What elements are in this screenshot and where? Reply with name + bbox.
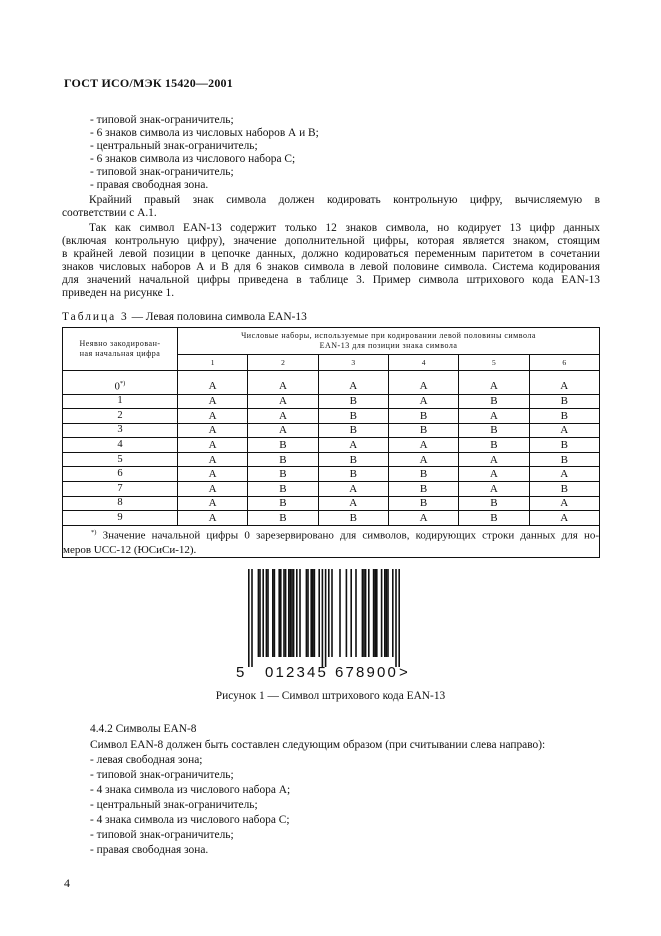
number-set-cell: A xyxy=(459,409,529,424)
position-header: 3 xyxy=(318,355,388,371)
number-set-cell: A xyxy=(388,438,458,453)
barcode-left-digit: 0 xyxy=(265,664,274,681)
footnote-mark: *) xyxy=(91,528,97,536)
barcode-first-digit: 5 xyxy=(236,664,245,681)
section-line: Символ EAN-8 должен быть составлен следующим образом (при считывании слева направо): xyxy=(90,739,546,751)
initial-digit-cell: 9 xyxy=(63,511,178,526)
number-set-cell: A xyxy=(529,423,599,438)
page-header: ГОСТ ИСО/МЭК 15420—2001 xyxy=(64,76,233,90)
barcode-bar xyxy=(274,569,276,657)
list-item: - центральный знак-ограничитель; xyxy=(90,140,258,152)
table-caption xyxy=(62,311,307,323)
barcode-bar xyxy=(266,569,268,657)
number-set-cell: A xyxy=(318,378,388,394)
barcode-bar xyxy=(384,569,386,657)
table-row xyxy=(63,452,600,467)
page-number: 4 xyxy=(64,876,70,890)
number-set-cell: A xyxy=(178,409,248,424)
barcode-left-digit: 3 xyxy=(296,664,305,681)
ean13-barcode xyxy=(230,567,430,682)
barcode-bar xyxy=(386,569,388,657)
list-item: - 4 знака символа из числового набора А; xyxy=(90,784,291,796)
number-set-cell: A xyxy=(178,423,248,438)
header-initial-digit: Неявно закодирован- ная начальная цифра xyxy=(63,328,178,371)
number-set-cell: B xyxy=(529,409,599,424)
paragraph-ean13 xyxy=(62,222,600,300)
number-set-cell: A xyxy=(178,378,248,394)
barcode-bar xyxy=(310,569,312,657)
barcode-bar xyxy=(272,569,274,657)
paragraph-line: для значений начальной цифры приведена в таблице 3. Пример символа штрихового кода EAN-13 xyxy=(62,274,600,286)
initial-digit-cell: 4 xyxy=(63,438,178,453)
number-set-cell: A xyxy=(318,496,388,511)
list-item: - типовой знак-ограничитель; xyxy=(90,829,234,841)
barcode-bar xyxy=(293,569,295,657)
barcode-guard-bar xyxy=(398,569,400,667)
number-set-cell: B xyxy=(318,423,388,438)
barcode-bar xyxy=(290,569,292,657)
number-set-cell: A xyxy=(529,467,599,482)
barcode-bar xyxy=(368,569,370,657)
barcode-bar xyxy=(306,569,308,657)
table-row xyxy=(63,511,600,526)
barcode-bar xyxy=(346,569,348,657)
initial-digit-cell: 8 xyxy=(63,496,178,511)
table-row xyxy=(63,394,600,409)
list-item: - правая свободная зона. xyxy=(90,844,209,856)
paragraph-check-digit xyxy=(62,194,600,220)
number-set-cell: B xyxy=(248,438,318,453)
number-set-cell: A xyxy=(318,482,388,497)
number-set-cell: A xyxy=(248,378,318,394)
list-item: - правая свободная зона. xyxy=(90,179,209,191)
barcode-bar xyxy=(307,569,309,657)
table-row xyxy=(63,467,600,482)
position-header: 4 xyxy=(388,355,458,371)
position-header: 5 xyxy=(459,355,529,371)
barcode-guard-bar xyxy=(248,569,250,667)
barcode-bar xyxy=(314,569,316,657)
barcode-bar xyxy=(299,569,301,657)
barcode-bar xyxy=(267,569,269,657)
initial-digit-cell: 7 xyxy=(63,482,178,497)
barcode-right-digit: 9 xyxy=(366,664,375,681)
barcode-bar xyxy=(339,569,341,657)
number-set-cell: B xyxy=(248,482,318,497)
number-set-cell: B xyxy=(388,496,458,511)
number-set-cell: B xyxy=(388,423,458,438)
number-set-cell: A xyxy=(388,511,458,526)
number-set-cell: B xyxy=(459,511,529,526)
table-row xyxy=(63,482,600,497)
number-set-cell: B xyxy=(459,496,529,511)
barcode-bar xyxy=(362,569,364,657)
barcode-right-digit: 7 xyxy=(345,664,354,681)
number-set-cell: B xyxy=(318,511,388,526)
ean13-parity-table xyxy=(62,327,600,558)
barcode-left-digit: 5 xyxy=(317,664,326,681)
number-set-cell: A xyxy=(178,394,248,409)
number-set-cell: B xyxy=(318,409,388,424)
table-row xyxy=(63,378,600,394)
table-row xyxy=(63,496,600,511)
barcode-bar xyxy=(312,569,314,657)
initial-digit-cell: 2 xyxy=(63,409,178,424)
barcode-left-digit: 1 xyxy=(275,664,284,681)
number-set-cell: A xyxy=(248,423,318,438)
number-set-cell: A xyxy=(529,496,599,511)
barcode-bar xyxy=(328,569,330,657)
number-set-cell: A xyxy=(318,438,388,453)
barcode-guard-bar xyxy=(395,569,397,667)
number-set-cell: B xyxy=(248,511,318,526)
list-item: - 6 знаков символа из числового набора С; xyxy=(90,153,296,165)
position-header: 2 xyxy=(248,355,318,371)
barcode-bar xyxy=(363,569,365,657)
barcode-bar xyxy=(373,569,375,657)
barcode-right-digit: 8 xyxy=(356,664,365,681)
list-item: - типовой знак-ограничитель; xyxy=(90,769,234,781)
barcode-right-digit: 0 xyxy=(387,664,396,681)
number-set-cell: A xyxy=(388,378,458,394)
number-set-cell: A xyxy=(178,452,248,467)
number-set-cell: A xyxy=(459,378,529,394)
number-set-cell: A xyxy=(388,452,458,467)
barcode-bar xyxy=(331,569,333,657)
barcode-bar xyxy=(283,569,285,657)
number-set-cell: B xyxy=(318,394,388,409)
barcode-bar xyxy=(288,569,290,657)
table-caption-label: Таблица 3 xyxy=(62,311,129,323)
number-set-cell: A xyxy=(248,409,318,424)
list-item: - типовой знак-ограничитель; xyxy=(90,114,234,126)
barcode-bar xyxy=(376,569,378,657)
barcode-bar xyxy=(258,569,260,657)
figure-caption: Рисунок 1 — Символ штрихового кода EAN-13 xyxy=(215,690,446,702)
number-set-cell: B xyxy=(388,482,458,497)
barcode-bar xyxy=(387,569,389,657)
table-row xyxy=(63,423,600,438)
position-header: 1 xyxy=(178,355,248,371)
barcode-left-digit: 2 xyxy=(286,664,295,681)
list-item: - центральный знак-ограничитель; xyxy=(90,799,258,811)
barcode-right-digit: 0 xyxy=(377,664,386,681)
barcode-left-digit: 4 xyxy=(307,664,316,681)
number-set-cell: A xyxy=(529,378,599,394)
number-set-cell: A xyxy=(178,438,248,453)
number-set-cell: B xyxy=(459,394,529,409)
intro-list xyxy=(90,114,319,192)
barcode-guard-bar xyxy=(251,569,253,667)
initial-digit-cell: 6 xyxy=(63,467,178,482)
paragraph-line: (включая контрольную цифру), значение дополнительной цифры, которая является знаком, стоящим xyxy=(62,235,600,247)
barcode-bar xyxy=(280,569,282,657)
number-set-cell: A xyxy=(178,482,248,497)
barcode-bar xyxy=(365,569,367,657)
number-set-cell: A xyxy=(459,452,529,467)
barcode-guard-bar xyxy=(322,569,324,667)
initial-digit-cell: 5 xyxy=(63,452,178,467)
number-set-cell: B xyxy=(318,467,388,482)
initial-digit-cell: 0*) xyxy=(63,378,178,394)
position-header: 6 xyxy=(529,355,599,371)
paragraph-line: приведен на рисунке 1. xyxy=(62,287,175,299)
number-set-cell: B xyxy=(248,496,318,511)
number-set-cell: A xyxy=(178,511,248,526)
barcode-bar xyxy=(262,569,264,657)
section-body xyxy=(90,738,545,858)
table-caption-text: — Левая половина символа EAN-13 xyxy=(128,311,307,323)
barcode-bar xyxy=(355,569,357,657)
number-set-cell: B xyxy=(529,394,599,409)
barcode-bar xyxy=(291,569,293,657)
barcode-quiet-zone-mark: > xyxy=(399,664,408,681)
number-set-cell: A xyxy=(178,467,248,482)
table-row xyxy=(63,438,600,453)
list-item: - левая свободная зона; xyxy=(90,754,203,766)
barcode-right-digit: 6 xyxy=(335,664,344,681)
number-set-cell: B xyxy=(529,452,599,467)
number-set-cell: B xyxy=(248,452,318,467)
number-set-cell: A xyxy=(459,467,529,482)
barcode-bar xyxy=(278,569,280,657)
section-title: 4.4.2 Символы EAN-8 xyxy=(90,723,197,735)
list-item: - типовой знак-ограничитель; xyxy=(90,166,234,178)
number-set-cell: B xyxy=(459,423,529,438)
paragraph-line: Так как символ EAN-13 содержит только 12 знаков символа, но кодирует 13 цифр данных xyxy=(89,222,600,234)
barcode-bar xyxy=(381,569,383,657)
number-set-cell: A xyxy=(529,511,599,526)
barcode-guard-bar xyxy=(325,569,327,667)
paragraph-line: соответствии с А.1. xyxy=(62,207,157,219)
barcode-bar xyxy=(350,569,352,657)
number-set-cell: A xyxy=(459,482,529,497)
number-set-cell: B xyxy=(529,438,599,453)
table-row xyxy=(63,409,600,424)
barcode-bar xyxy=(285,569,287,657)
number-set-cell: B xyxy=(529,482,599,497)
number-set-cell: B xyxy=(318,452,388,467)
paragraph-line: в крайней левой позиции в цепочке данных, должно кодироваться переменным паритетом в сочетании xyxy=(62,248,600,260)
barcode-bar xyxy=(318,569,320,657)
header-number-sets: Числовые наборы, используемые при кодировании левой половины символа EAN-13 для позиции знака символа xyxy=(178,328,600,355)
barcode-bar xyxy=(259,569,261,657)
initial-digit-cell: 3 xyxy=(63,423,178,438)
number-set-cell: B xyxy=(388,467,458,482)
number-set-cell: A xyxy=(248,394,318,409)
barcode-bar xyxy=(392,569,394,657)
number-set-cell: B xyxy=(248,467,318,482)
list-item: - 6 знаков символа из числовых наборов А и В; xyxy=(90,127,319,139)
barcode-bar xyxy=(296,569,298,657)
paragraph-line: знаков числовых наборов А и В для 6 знаков символа в левой половине символа. Система кодирования xyxy=(62,261,600,273)
paragraph-line: Крайний правый знак символа должен кодировать контрольную цифру, вычисляемую в xyxy=(89,194,600,206)
table-footnote: *) Значение начальной цифры 0 зарезервировано для символов, кодирующих строки данных для но- меров UCC-12 (ЮСиСи-12). xyxy=(63,525,600,557)
list-item: - 4 знака символа из числового набора С; xyxy=(90,814,290,826)
number-set-cell: A xyxy=(388,394,458,409)
initial-digit-cell: 1 xyxy=(63,394,178,409)
barcode-bar xyxy=(374,569,376,657)
number-set-cell: B xyxy=(388,409,458,424)
number-set-cell: B xyxy=(459,438,529,453)
number-set-cell: A xyxy=(178,496,248,511)
